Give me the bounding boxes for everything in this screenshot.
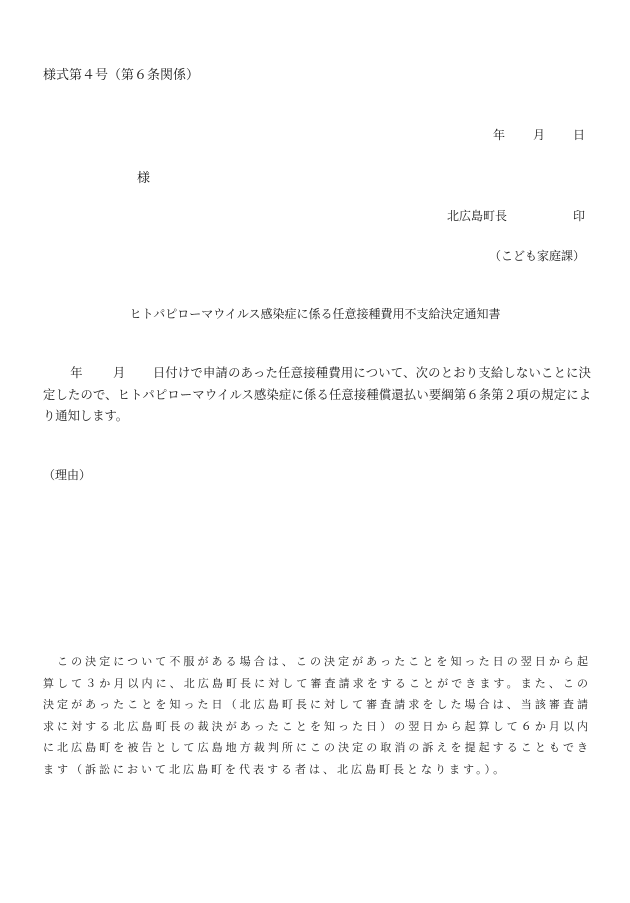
body-paragraph	[43, 363, 591, 428]
form-number: 様式第４号（第６条関係）	[43, 68, 200, 83]
body-month-label: 月	[112, 366, 126, 380]
reason-label: （理由）	[43, 468, 92, 482]
date-line	[493, 126, 585, 143]
appeal-notice	[43, 651, 591, 781]
document-title: ヒトパピローマウイルス感染症に係る任意接種費用不支給決定通知書	[129, 307, 501, 321]
addressee-honorific: 様	[137, 171, 151, 186]
body-text: 日付けで申請のあった任意接種費用について、次のとおり支給しないことに決定したので、ヒトパピローマウイルス感染症に係る任意接種償還払い要綱第６条第２項の規定により通知します。	[43, 366, 591, 423]
date-day-label: 日	[572, 128, 585, 142]
body-year-label: 年	[70, 366, 83, 380]
date-year-label: 年	[492, 128, 505, 142]
sender-name: 北広島町長	[446, 209, 507, 223]
seal-mark: 印	[572, 209, 585, 223]
date-month-label: 月	[532, 128, 545, 142]
sender-line	[447, 207, 585, 224]
department-label: （こども家庭課）	[488, 249, 585, 263]
appeal-notice-text: この決定について不服がある場合は、この決定があったことを知った日の翌日から起算して３か月以内に、北広島町長に対して審査請求をすることができます。また、この決定があったことを知った日（北広島町長に対して審査請求をした場合は、当該審査請求に対する北広島町長の裁決があったことを知った日）の翌日から起算して６か月以内に北広島町を被告として広島地方裁判所にこの決定の取消の訴えを提起することもできます（訴訟において北広島町を代表する者は、北広島町長となります。）。	[43, 655, 591, 776]
